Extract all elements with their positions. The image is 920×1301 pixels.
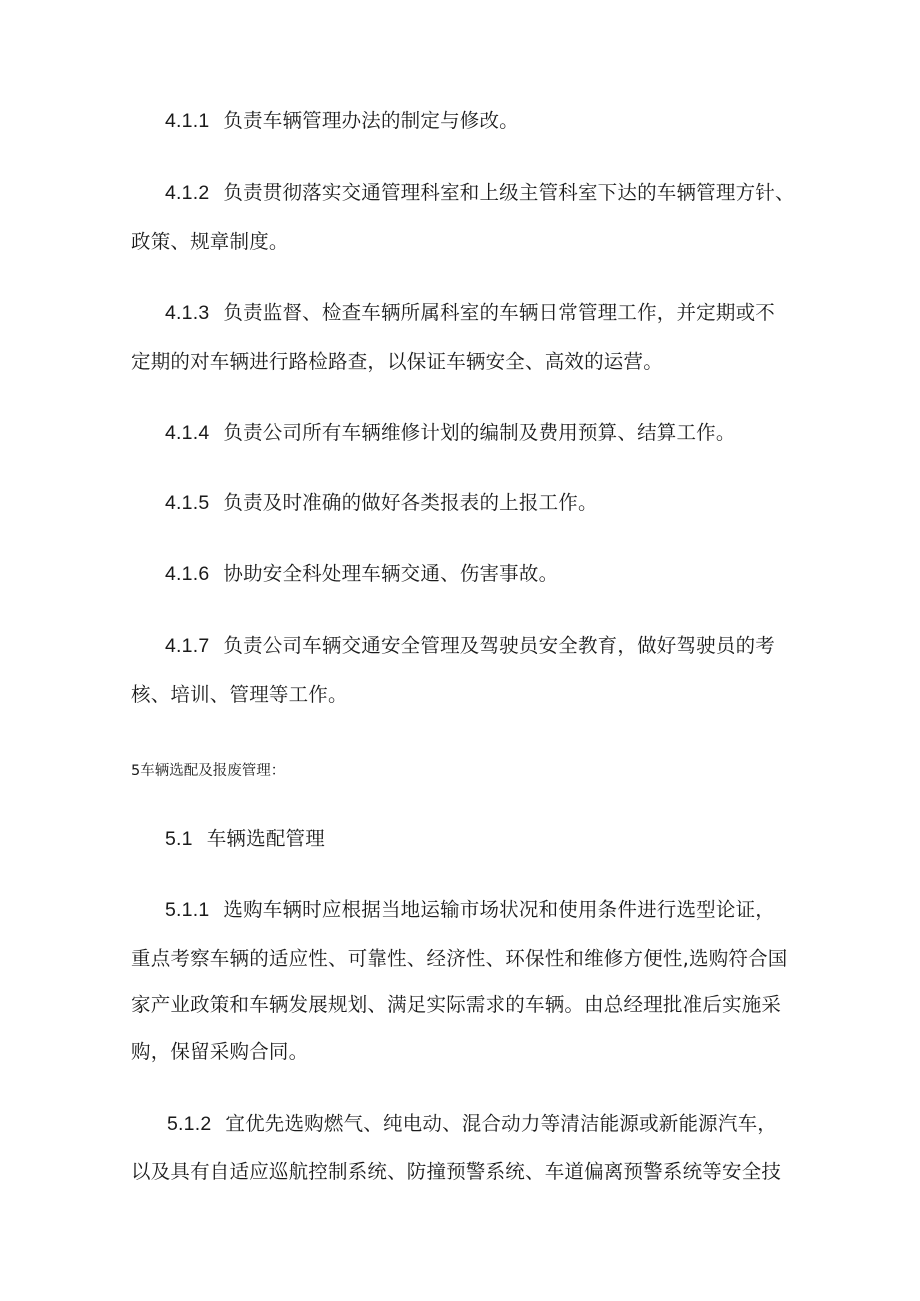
clause-4-1-2 [165,181,795,205]
clause-5-1-2-continuation [131,1160,781,1184]
clause-number: 4.1.6 [165,563,210,585]
clause-number: 5.1.1 [165,899,210,921]
clause-4-1-4 [165,421,736,445]
clause-text: 家产业政策和车辆发展规划、满足实际需求的车辆。由总经理批准后实施采 [131,993,782,1016]
subsection-title: 车辆选配管理 [206,827,325,850]
clause-number: 4.1.3 [165,302,210,324]
clause-4-1-2-continuation [131,230,289,254]
clause-text: 以及具有自适应巡航控制系统、防撞预警系统、车道偏离预警系统等安全技 [131,1160,782,1183]
clause-text: 负责贯彻落实交通管理科室和上级主管科室下达的车辆管理方针、 [223,181,795,204]
clause-text: 负责监督、检查车辆所属科室的车辆日常管理工作，并定期或不 [223,301,775,324]
clause-5-1-1-continuation [131,993,781,1017]
clause-text: 协助安全科处理车辆交通、伤害事故。 [223,562,559,585]
clause-4-1-6 [165,562,558,586]
clause-text: 负责及时准确的做好各类报表的上报工作。 [223,491,598,514]
clause-text: 负责车辆管理办法的制定与修改。 [223,109,519,132]
clause-text: 负责公司车辆交通安全管理及驾驶员安全教育，做好驾驶员的考 [223,634,775,657]
clause-text: 选购车辆时应根据当地运输市场状况和使用条件进行选型论证， [223,898,775,921]
clause-4-1-7-continuation [131,683,348,707]
section-5-heading: 5车辆选配及报废管理： [131,763,286,779]
clause-number: 4.1.7 [165,635,210,657]
clause-number: 4.1.5 [165,492,210,514]
clause-number: 5.1.2 [167,1113,212,1135]
subsection-5-1 [165,827,325,851]
clause-5-1-2 [167,1112,777,1136]
clause-4-1-7 [165,634,775,658]
clause-number: 4.1.2 [165,182,210,204]
clause-number: 4.1.1 [165,110,210,132]
clause-4-1-1 [165,109,519,133]
clause-text: 核、培训、管理等工作。 [131,683,348,706]
clause-text: 负责公司所有车辆维修计划的编制及费用预算、结算工作。 [223,421,736,444]
clause-5-1-1 [165,898,775,922]
clause-text: 宜优先选购燃气、纯电动、混合动力等清洁能源或新能源汽车， [225,1112,777,1135]
clause-4-1-3 [165,301,775,325]
clause-text: 重点考察车辆的适应性、可靠性、经济性、环保性和维修方便性,选购符合国 [131,947,788,970]
clause-5-1-1-continuation [131,1040,308,1064]
clause-text: 定期的对车辆进行路检路查，以保证车辆安全、高效的运营。 [131,350,663,373]
clause-text: 购，保留采购合同。 [131,1040,309,1063]
subsection-number: 5.1 [165,828,193,850]
clause-text: 政策、规章制度。 [131,230,289,253]
clause-number: 4.1.4 [165,422,210,444]
clause-5-1-1-continuation [131,947,788,971]
clause-4-1-5 [165,491,598,515]
clause-4-1-3-continuation [131,350,663,374]
